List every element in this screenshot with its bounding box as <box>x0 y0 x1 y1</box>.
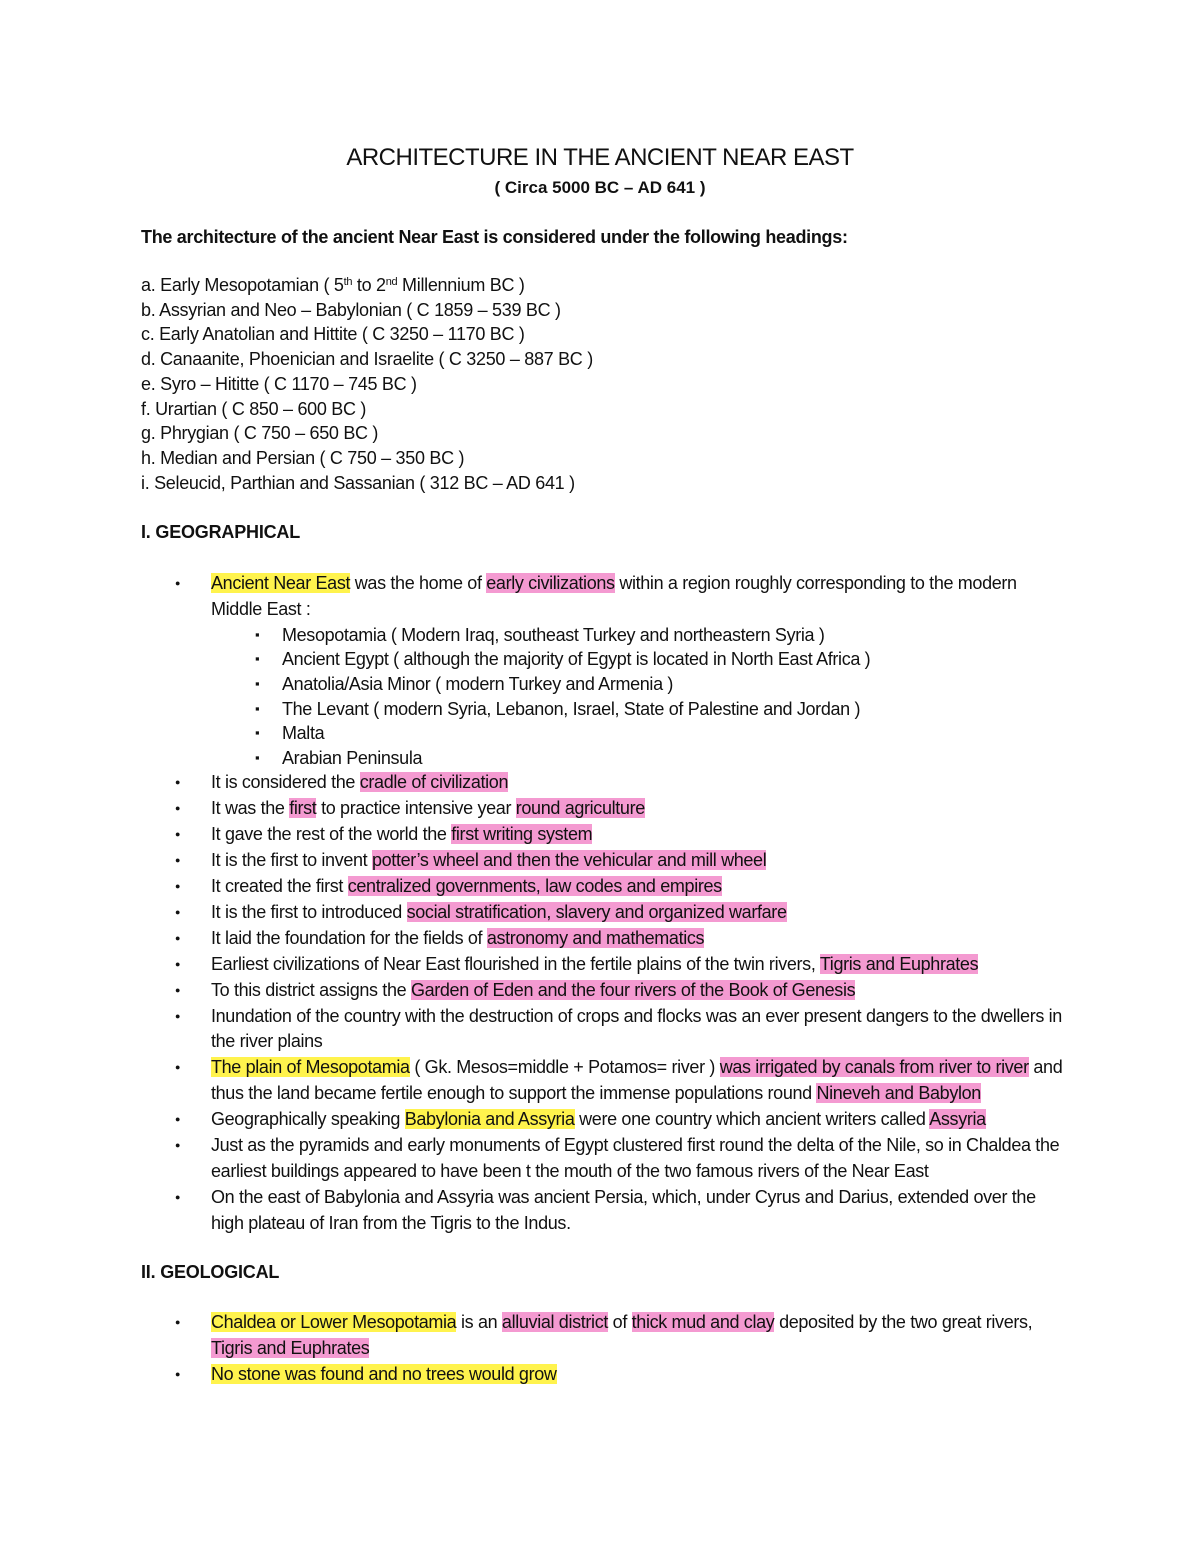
highlighted-text: Chaldea or Lower Mesopotamia <box>211 1312 457 1332</box>
highlighted-text: Tigris and Euphrates <box>819 953 979 974</box>
section-heading-geographical: I. GEOGRAPHICAL <box>141 522 301 542</box>
list-item: d. Canaanite, Phoenician and Israelite ( C 3250 – 887 BC ) <box>141 349 593 370</box>
highlighted-text: alluvial district <box>501 1312 609 1332</box>
document-title: ARCHITECTURE IN THE ANCIENT NEAR EAST <box>346 144 854 171</box>
highlighted-text: Garden of Eden and the four rivers of the Book of Genesis <box>410 979 856 1000</box>
list-item: ● It created the first centralized governments, law codes and empires <box>211 874 1071 900</box>
list-item: e. Syro – Hititte ( C 1170 – 745 BC ) <box>141 373 417 394</box>
document-subtitle: ( Circa 5000 BC – AD 641 ) <box>494 178 706 197</box>
list-item: f. Urartian ( C 850 – 600 BC ) <box>141 398 367 419</box>
list-item: ● Chaldea or Lower Mesopotamia is an alluvial district of thick mud and clay deposited by the two great rivers, Tigris and Euphrates <box>211 1310 1071 1362</box>
section-heading-geological: II. GEOLOGICAL <box>141 1262 280 1282</box>
highlighted-text: early civilizations <box>486 573 615 593</box>
list-item: g. Phrygian ( C 750 – 650 BC ) <box>141 423 379 444</box>
list-item: ● Geographically speaking Babylonia and Assyria were one country which ancient writers called Assyria <box>211 1107 1071 1133</box>
list-item: ● Just as the pyramids and early monuments of Egypt clustered first round the delta of the Nile, so in Chaldea the earliest buildings appeared to have been t the mouth of the two famous rivers of the Near East <box>211 1133 1071 1185</box>
highlighted-text: centralized governments, law codes and empires <box>347 876 722 896</box>
list-item: a. Early Mesopotamian ( 5th to 2nd Millennium BC ) <box>141 275 525 295</box>
highlighted-text: No stone was found and no trees would grow <box>211 1363 557 1384</box>
list-item: ● It gave the rest of the world the first writing system <box>211 822 1071 848</box>
highlighted-text: astronomy and mathematics <box>486 927 705 948</box>
highlighted-text: cradle of civilization <box>359 772 509 793</box>
highlighted-text: potter’s wheel and then the vehicular and mill wheel <box>371 850 767 871</box>
list-item: h. Median and Persian ( C 750 – 350 BC ) <box>141 447 465 468</box>
sub-list-item: ▪ Arabian Peninsula <box>282 746 1071 771</box>
highlighted-text: Tigris and Euphrates <box>211 1337 370 1358</box>
list-item: c. Early Anatolian and Hittite ( C 3250 – 1170 BC ) <box>141 324 525 345</box>
list-item <box>211 1362 1071 1388</box>
highlighted-text: Assyria <box>929 1109 986 1130</box>
list-item: ● Earliest civilizations of Near East flourished in the fertile plains of the twin rivers, Tigris and Euphrates <box>211 952 1071 978</box>
sub-list-item: ▪ Anatolia/Asia Minor ( modern Turkey and Armenia ) <box>282 672 1071 697</box>
highlighted-text: Ancient Near East <box>211 573 351 593</box>
sub-list-item: ▪ Malta <box>282 721 1071 746</box>
sub-list-item: ▪ Mesopotamia ( Modern Iraq, southeast Turkey and northeastern Syria ) <box>282 623 1071 648</box>
highlighted-text: thick mud and clay <box>631 1312 775 1332</box>
highlighted-text: The plain of Mesopotamia <box>211 1057 410 1078</box>
list-item: ● It is the first to invent potter’s wheel and then the vehicular and mill wheel <box>211 848 1071 874</box>
geographical-bullet-list <box>211 571 1071 1237</box>
list-item: ● Inundation of the country with the destruction of crops and flocks was an ever present dangers to the dwellers in the river plains <box>211 1004 1071 1056</box>
highlighted-text: first <box>289 798 317 819</box>
list-item: ● On the east of Babylonia and Assyria was ancient Persia, which, under Cyrus and Darius, extended over the high plateau of Iran from the Tigris to the Indus. <box>211 1185 1071 1237</box>
list-item: i. Seleucid, Parthian and Sassanian ( 312 BC – AD 641 ) <box>141 472 575 493</box>
list-item: ● It is considered the cradle of civilization <box>211 770 1071 796</box>
headings-list <box>141 273 1041 495</box>
region-sub-list <box>211 623 1071 771</box>
list-item: ● To this district assigns the Garden of Eden and the four rivers of the Book of Genesis <box>211 978 1071 1004</box>
intro-paragraph: The architecture of the ancient Near East is considered under the following headings: <box>141 227 848 247</box>
list-item: ● Ancient Near East was the home of early civilizations within a region roughly corresponding to the modern Middle East : ▪ Mesopotamia ( Modern Iraq, southeast Turkey and northeastern Syria ) ▪ Ancient Egypt ( although the majority of Egypt is located in North East Africa ) ▪ Anatolia/Asia Minor ( modern Turkey and Armenia ) ▪ The Levant ( modern Syria, Lebanon, Israel, State of Palestine and Jordan ) ▪ Malta ▪ Arabian Peninsula <box>211 571 1071 770</box>
highlighted-text: first writing system <box>451 824 593 845</box>
highlighted-text: was irrigated by canals from river to river <box>719 1057 1029 1078</box>
list-item: ● The plain of Mesopotamia ( Gk. Mesos=middle + Potamos= river ) was irrigated by canals from river to river and thus the land became fertile enough to support the immense populations round Nineveh and Babylon <box>211 1055 1071 1107</box>
highlighted-text: round agriculture <box>515 798 645 819</box>
highlighted-text: Nineveh and Babylon <box>816 1083 981 1104</box>
geological-bullet-list <box>211 1310 1071 1388</box>
sub-list-item: ▪ The Levant ( modern Syria, Lebanon, Israel, State of Palestine and Jordan ) <box>282 697 1071 722</box>
sub-list-item: ▪ Ancient Egypt ( although the majority of Egypt is located in North East Africa ) <box>282 647 1071 672</box>
list-item: b. Assyrian and Neo – Babylonian ( C 1859 – 539 BC ) <box>141 299 561 320</box>
list-item: ● It is the first to introduced social stratification, slavery and organized warfare <box>211 900 1071 926</box>
highlighted-text: social stratification, slavery and organized warfare <box>406 901 787 922</box>
list-item: ● It laid the foundation for the fields of astronomy and mathematics <box>211 926 1071 952</box>
list-item: ● It was the first to practice intensive year round agriculture <box>211 796 1071 822</box>
highlighted-text: Babylonia and Assyria <box>404 1109 575 1130</box>
